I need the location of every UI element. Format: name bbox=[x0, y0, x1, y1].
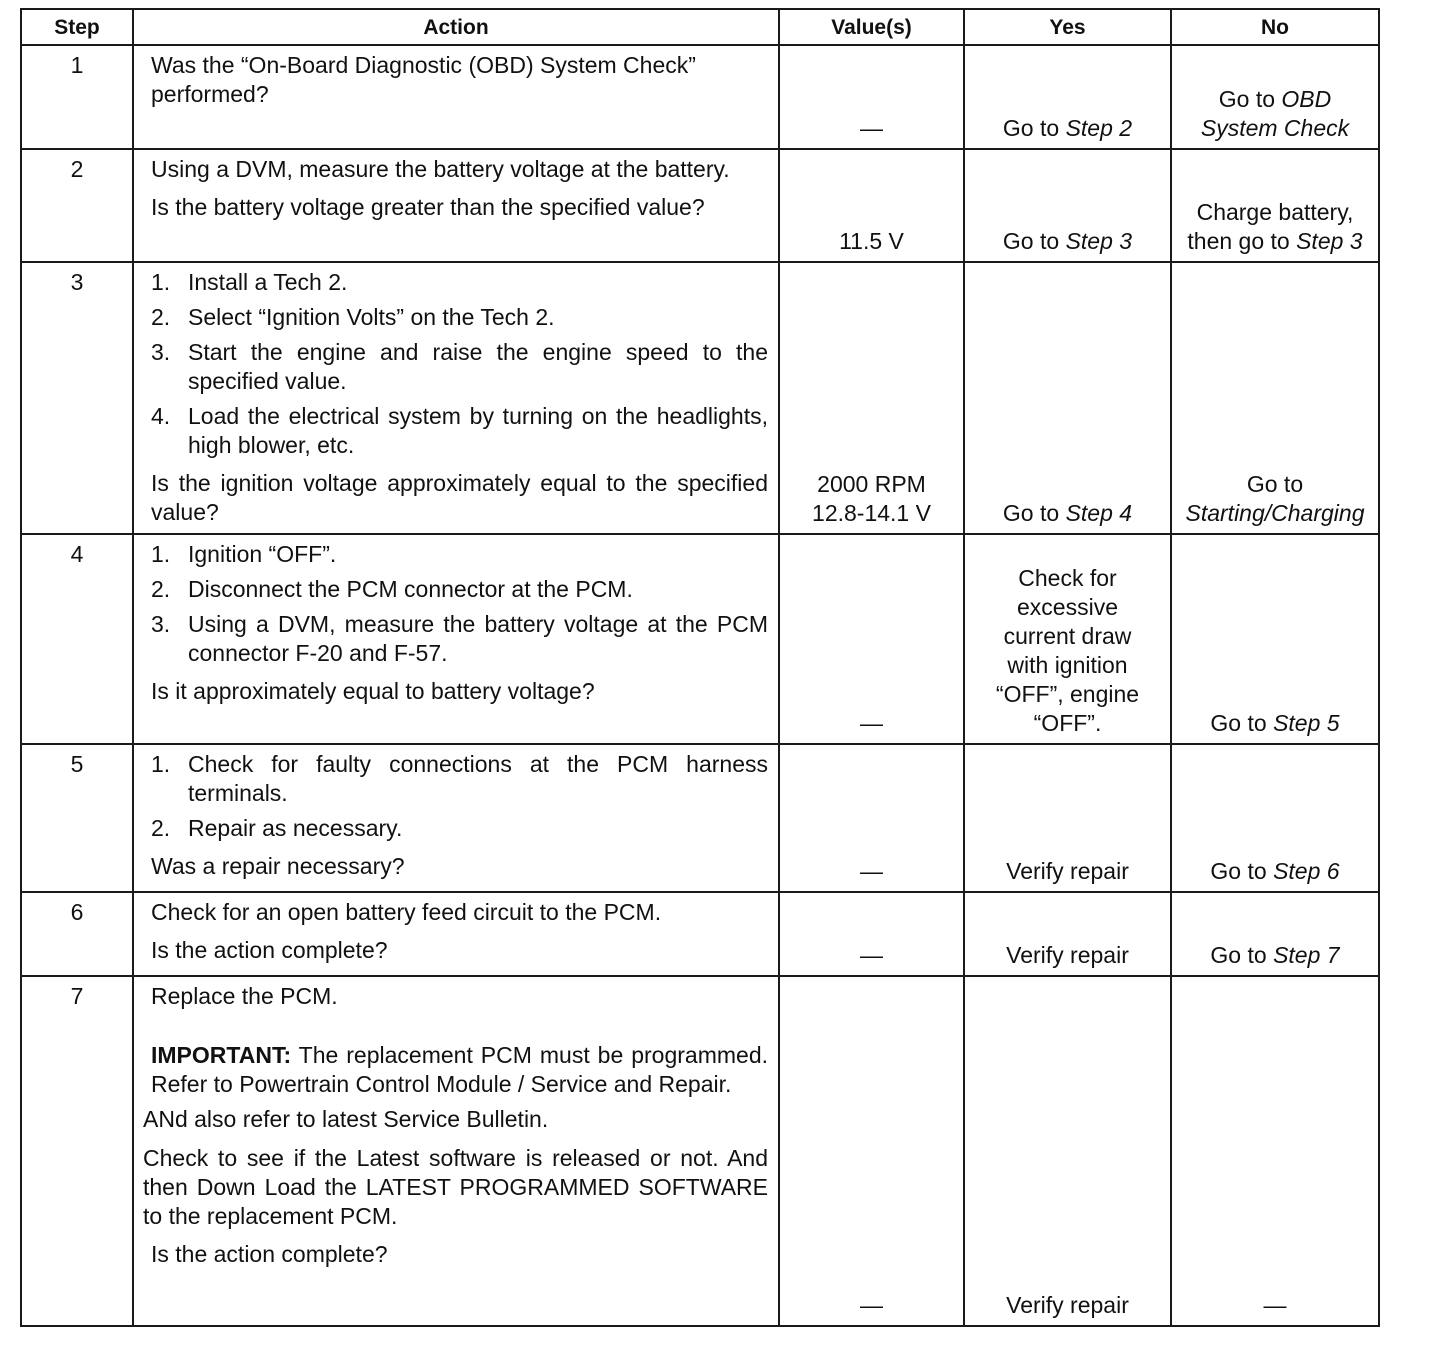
step-number: 6 bbox=[21, 892, 133, 976]
yes-cell bbox=[964, 262, 1171, 534]
no-cell: — bbox=[1171, 976, 1379, 1326]
table-row bbox=[21, 45, 1379, 149]
value-cell: — bbox=[779, 45, 964, 149]
no-step-ref: Starting/Charging bbox=[1185, 500, 1365, 526]
list-item-text: Start the engine and raise the engine speed to the specified value. bbox=[188, 339, 768, 394]
question-text: Was the “On-Board Diagnostic (OBD) System Check” performed? bbox=[151, 52, 696, 107]
yes-cell: Verify repair bbox=[964, 744, 1171, 892]
step-number: 7 bbox=[21, 976, 133, 1326]
step-number: 3 bbox=[21, 262, 133, 534]
action-cell bbox=[133, 45, 779, 149]
list-item: 3. Start the engine and raise the engine speed to the specified value. bbox=[151, 339, 768, 394]
instruction-text: Using a DVM, measure the battery voltage at the battery. bbox=[151, 156, 730, 182]
important-text: The replacement PCM must be programmed. Refer to Powertrain Control Module / Service and Repair. bbox=[151, 1042, 768, 1097]
list-item-text: Load the electrical system by turning on the headlights, high blower, etc. bbox=[188, 403, 768, 458]
list-item: 2. Repair as necessary. bbox=[151, 814, 768, 843]
yes-text: Go to bbox=[1002, 115, 1066, 141]
yes-cell: Verify repair bbox=[964, 892, 1171, 976]
diagnostic-table bbox=[20, 8, 1380, 1327]
software-note: Check to see if the Latest software is released or not. And then Down Load the LATEST PROGRAMMED SOFTWARE to the replacement PCM. bbox=[143, 1145, 768, 1229]
yes-step-ref: Step 2 bbox=[1065, 115, 1133, 141]
important-label: IMPORTANT: bbox=[151, 1042, 292, 1068]
no-text: Go to bbox=[1210, 858, 1274, 884]
header-action: Action bbox=[133, 9, 779, 45]
instruction-text: Check for an open battery feed circuit to the PCM. bbox=[151, 899, 662, 925]
list-item: 2. Select “Ignition Volts” on the Tech 2. bbox=[151, 303, 768, 332]
action-cell bbox=[133, 892, 779, 976]
list-item: 1. Ignition “OFF”. bbox=[151, 540, 768, 569]
no-step-ref: Step 3 bbox=[1296, 228, 1363, 254]
no-step-ref: Step 6 bbox=[1273, 858, 1340, 884]
yes-cell bbox=[964, 45, 1171, 149]
table-row bbox=[21, 534, 1379, 744]
step-number: 5 bbox=[21, 744, 133, 892]
no-cell bbox=[1171, 534, 1379, 744]
no-step-ref: Step 5 bbox=[1273, 710, 1340, 736]
value-rpm: 2000 RPM bbox=[817, 471, 926, 497]
list-item: 2. Disconnect the PCM connector at the PCM. bbox=[151, 575, 768, 604]
list-item-text: Install a Tech 2. bbox=[188, 269, 348, 295]
header-no: No bbox=[1171, 9, 1379, 45]
table-row bbox=[21, 262, 1379, 534]
bulletin-note: ANd also refer to latest Service Bulletin. bbox=[143, 1106, 549, 1132]
value-voltage: 12.8-14.1 V bbox=[812, 500, 931, 526]
step-number: 1 bbox=[21, 45, 133, 149]
list-item-text: Ignition “OFF”. bbox=[188, 541, 337, 567]
value-cell: — bbox=[779, 744, 964, 892]
table-row bbox=[21, 744, 1379, 892]
step-number: 4 bbox=[21, 534, 133, 744]
header-values: Value(s) bbox=[779, 9, 964, 45]
question-text: Is the battery voltage greater than the specified value? bbox=[151, 194, 705, 220]
no-text: Go to bbox=[1210, 710, 1274, 736]
question-text: Is it approximately equal to battery voltage? bbox=[151, 678, 595, 704]
yes-cell: Check for excessive current draw with ignition “OFF”, engine “OFF”. bbox=[964, 534, 1171, 744]
header-row bbox=[21, 9, 1379, 45]
no-text: Go to bbox=[1218, 86, 1282, 112]
header-step: Step bbox=[21, 9, 133, 45]
yes-cell: Verify repair bbox=[964, 976, 1171, 1326]
yes-text: Go to bbox=[1002, 500, 1066, 526]
action-cell bbox=[133, 534, 779, 744]
list-item: 4. Load the electrical system by turning on the headlights, high blower, etc. bbox=[151, 403, 768, 458]
action-cell bbox=[133, 262, 779, 534]
question-text: Is the action complete? bbox=[151, 1241, 388, 1267]
list-item-text: Repair as necessary. bbox=[188, 815, 403, 841]
table-row bbox=[21, 976, 1379, 1326]
no-cell bbox=[1171, 149, 1379, 262]
header-yes: Yes bbox=[964, 9, 1171, 45]
table-row bbox=[21, 149, 1379, 262]
yes-text: Go to bbox=[1002, 228, 1066, 254]
action-cell bbox=[133, 976, 779, 1326]
value-cell: — bbox=[779, 976, 964, 1326]
table-row bbox=[21, 892, 1379, 976]
no-cell bbox=[1171, 262, 1379, 534]
question-text: Was a repair necessary? bbox=[151, 853, 405, 879]
value-cell: 11.5 V bbox=[779, 149, 964, 262]
no-text: Go to bbox=[1246, 471, 1304, 497]
no-text: Charge battery, then go to bbox=[1187, 199, 1354, 254]
no-text: Go to bbox=[1210, 942, 1274, 968]
question-text: Is the action complete? bbox=[151, 937, 388, 963]
step-number: 2 bbox=[21, 149, 133, 262]
no-step-ref: Step 7 bbox=[1273, 942, 1340, 968]
no-cell bbox=[1171, 892, 1379, 976]
value-cell: — bbox=[779, 892, 964, 976]
list-item-text: Select “Ignition Volts” on the Tech 2. bbox=[188, 304, 555, 330]
important-note bbox=[151, 1041, 768, 1099]
action-cell bbox=[133, 744, 779, 892]
list-item: 3. Using a DVM, measure the battery voltage at the PCM connector F-20 and F-57. bbox=[151, 611, 768, 666]
action-cell bbox=[133, 149, 779, 262]
value-cell bbox=[779, 262, 964, 534]
no-cell bbox=[1171, 744, 1379, 892]
list-item: 1. Check for faulty connections at the PCM harness terminals. bbox=[151, 751, 768, 806]
list-item-text: Using a DVM, measure the battery voltage at the PCM connector F-20 and F-57. bbox=[188, 611, 768, 666]
no-cell bbox=[1171, 45, 1379, 149]
instruction-text: Replace the PCM. bbox=[151, 983, 338, 1009]
yes-step-ref: Step 4 bbox=[1065, 500, 1133, 526]
yes-cell bbox=[964, 149, 1171, 262]
list-item-text: Disconnect the PCM connector at the PCM. bbox=[188, 576, 633, 602]
yes-step-ref: Step 3 bbox=[1065, 228, 1133, 254]
no-step-ref: OBD System Check bbox=[1200, 86, 1350, 141]
question-text: Is the ignition voltage approximately equal to the specified value? bbox=[151, 470, 768, 525]
list-item: 1. Install a Tech 2. bbox=[151, 268, 768, 297]
list-item-text: Check for faulty connections at the PCM harness terminals. bbox=[188, 751, 768, 806]
value-cell: — bbox=[779, 534, 964, 744]
